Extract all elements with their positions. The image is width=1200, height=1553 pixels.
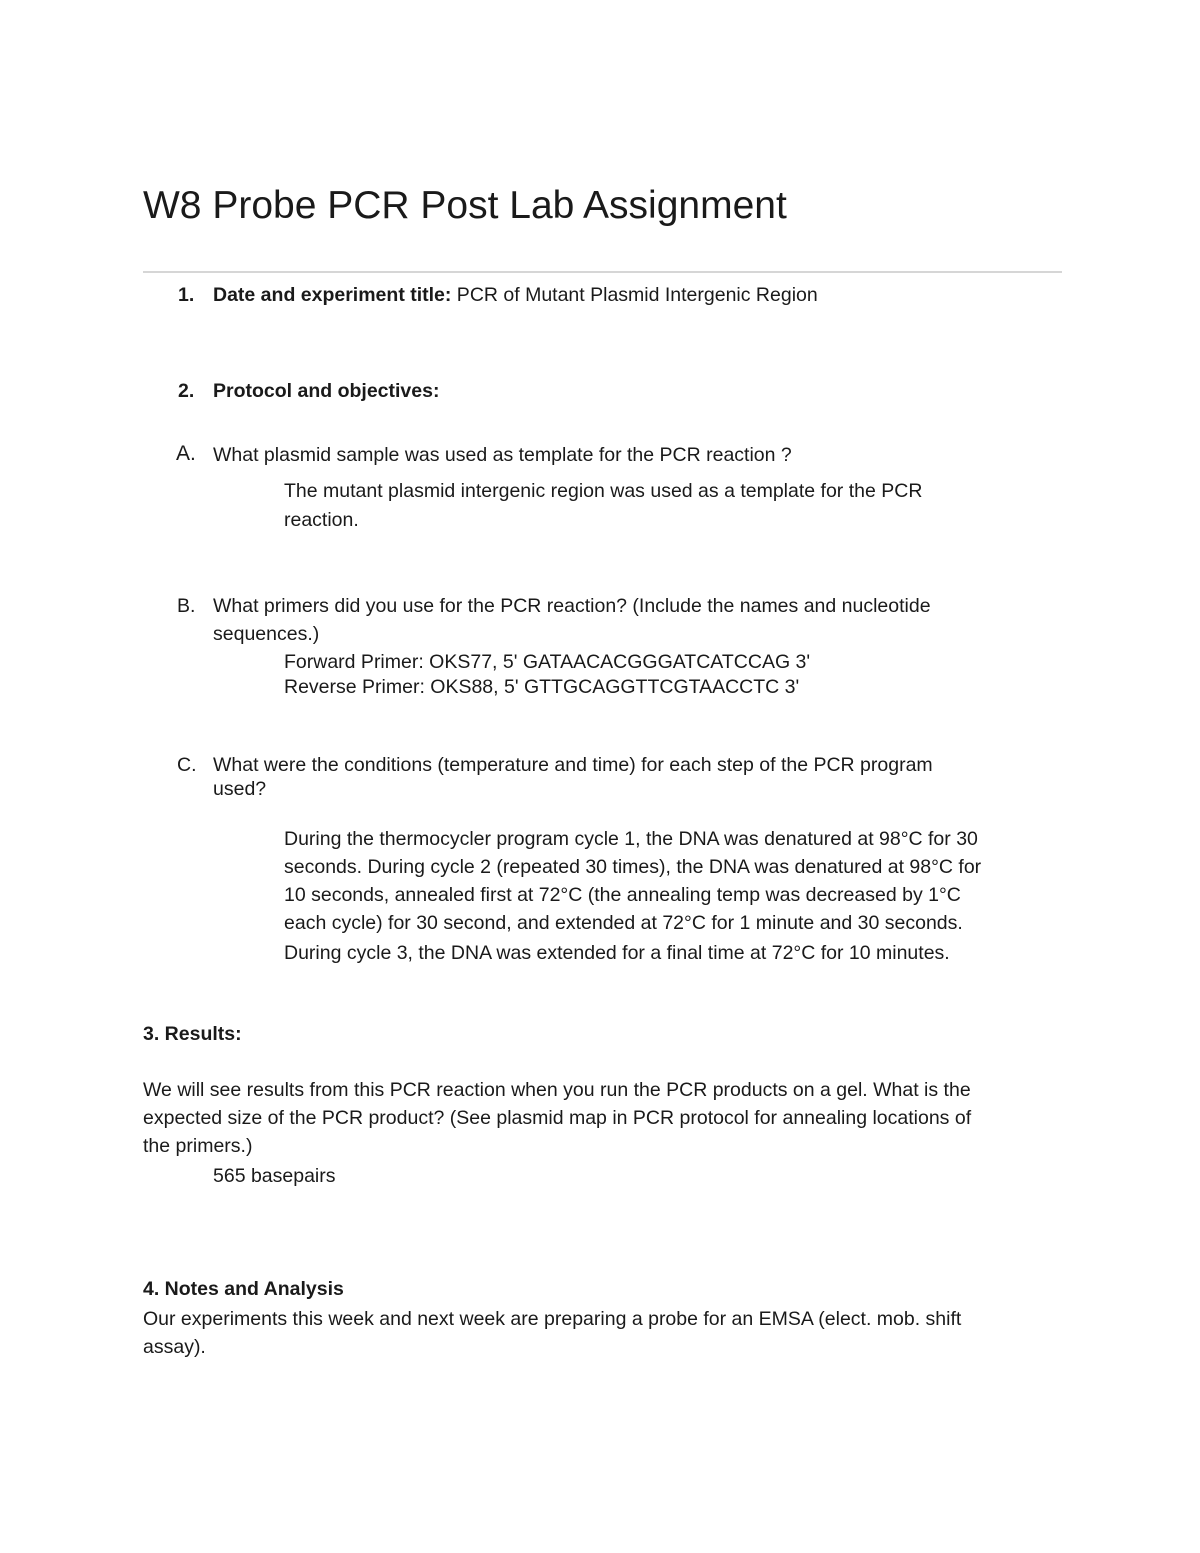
question-a-text: What plasmid sample was used as template for the PCR reaction ? [213, 444, 792, 466]
question-b-text-line: What primers did you use for the PCR reaction? (Include the names and nucleotide [213, 595, 931, 617]
question-a-answer-line: reaction. [284, 509, 359, 531]
section-3-body-line: We will see results from this PCR reaction when you run the PCR products on a gel. What is the [143, 1079, 971, 1101]
section-1-line [213, 281, 818, 309]
question-b-marker: B. [177, 595, 196, 617]
question-c-answer-line: seconds. During cycle 2 (repeated 30 times), the DNA was denatured at 98°C for [284, 856, 982, 878]
section-1-value: PCR of Mutant Plasmid Intergenic Region [451, 284, 818, 306]
question-a-marker: A. [176, 442, 196, 465]
section-3-body-line: expected size of the PCR product? (See plasmid map in PCR protocol for annealing locations of [143, 1107, 972, 1129]
question-c-answer-line: each cycle) for 30 second, and extended at 72°C for 1 minute and 30 seconds. [284, 912, 963, 934]
section-3-heading: 3. Results: [143, 1023, 242, 1045]
section-1-label: Date and experiment title: [213, 284, 452, 306]
question-c-answer-line: 10 seconds, annealed first at 72°C (the annealing temp was decreased by 1°C [284, 884, 961, 906]
section-4-heading: 4. Notes and Analysis [143, 1278, 344, 1300]
page-title: W8 Probe PCR Post Lab Assignment [143, 184, 787, 227]
section-2-number: 2. [178, 380, 195, 402]
section-4-body-line: assay). [143, 1336, 206, 1358]
reverse-primer: Reverse Primer: OKS88, 5' GTTGCAGGTTCGTAACCTC 3' [284, 676, 800, 698]
section-2-label: Protocol and objectives: [213, 380, 440, 402]
question-c-text-line: What were the conditions (temperature and time) for each step of the PCR program [213, 754, 933, 776]
question-c-marker: C. [177, 754, 197, 776]
question-b-text-line: sequences.) [213, 623, 320, 645]
question-c-text-line: used? [213, 778, 267, 800]
question-c-answer-line: During the thermocycler program cycle 1, the DNA was denatured at 98°C for 30 [284, 828, 978, 850]
title-divider [143, 271, 1062, 273]
section-1-number: 1. [178, 284, 195, 306]
section-3-answer: 565 basepairs [213, 1165, 336, 1187]
question-a-answer-line: The mutant plasmid intergenic region was used as a template for the PCR [284, 480, 923, 502]
question-c-answer-line: During cycle 3, the DNA was extended for a final time at 72°C for 10 minutes. [284, 942, 950, 964]
section-4-body-line: Our experiments this week and next week are preparing a probe for an EMSA (elect. mob. shift [143, 1308, 962, 1330]
section-3-body-line: the primers.) [143, 1135, 253, 1157]
forward-primer: Forward Primer: OKS77, 5' GATAACACGGGATCATCCAG 3' [284, 651, 811, 673]
